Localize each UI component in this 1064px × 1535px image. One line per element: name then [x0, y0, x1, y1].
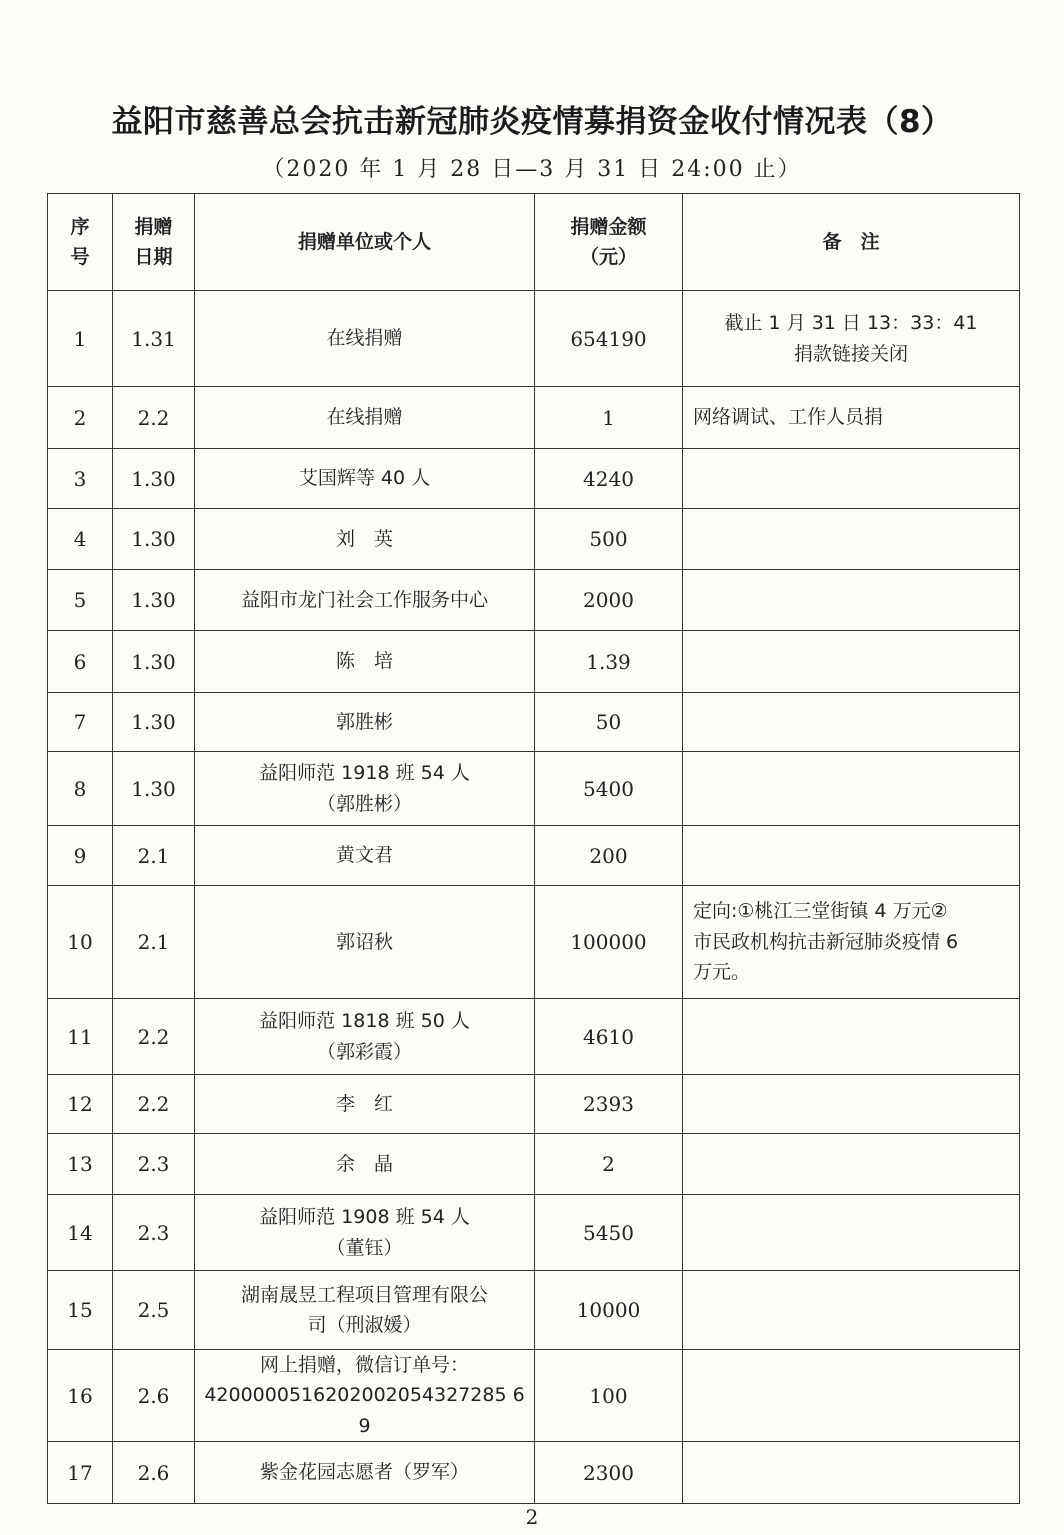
table-row: [48, 1195, 1020, 1271]
cell-donor: [195, 387, 535, 449]
cell-note: [683, 1350, 1020, 1442]
cell-seq: 5: [48, 570, 113, 631]
cell-date: 2.6: [113, 1350, 195, 1442]
cell-seq: 16: [48, 1350, 113, 1442]
cell-donor-line: 陈 培: [335, 650, 393, 673]
cell-donor-line: （董钰）: [326, 1236, 403, 1259]
cell-donor: [195, 886, 535, 999]
cell-donor-line: 艾国辉等 40 人: [298, 467, 431, 490]
cell-donor-line: 网上捐赠，微信订单号：: [259, 1354, 469, 1376]
cell-note-line: 捐款链接关闭: [793, 342, 908, 365]
cell-seq: 2: [48, 387, 113, 449]
cell-donor-line: 郭胜彬: [335, 710, 393, 733]
cell-date: 2.2: [113, 1075, 195, 1134]
cell-amount: 2000: [535, 570, 683, 631]
header-donor: 捐赠单位或个人: [195, 194, 535, 291]
cell-date: 2.6: [113, 1442, 195, 1504]
cell-donor: [195, 826, 535, 886]
cell-note: [683, 886, 1020, 999]
cell-seq: 11: [48, 999, 113, 1075]
header-amount-line1: 捐赠金额: [570, 215, 647, 238]
cell-donor-line: 益阳师范 1818 班 50 人: [259, 1010, 470, 1033]
table-header-row: [48, 194, 1020, 291]
cell-note: [683, 1075, 1020, 1134]
cell-donor: [195, 1195, 535, 1271]
cell-note-line: 截止 1 月 31 日 13：33：41: [724, 312, 978, 335]
cell-note: [683, 509, 1020, 570]
cell-seq: 17: [48, 1442, 113, 1504]
cell-amount: 4610: [535, 999, 683, 1075]
cell-donor-line: （郭胜彬）: [316, 792, 412, 815]
cell-date: 2.5: [113, 1271, 195, 1350]
cell-donor: [195, 999, 535, 1075]
table-row: [48, 291, 1020, 387]
table-row: [48, 631, 1020, 693]
cell-donor-line: 湖南晟昱工程项目管理有限公: [240, 1283, 488, 1306]
cell-donor: [195, 509, 535, 570]
table-body: [48, 291, 1020, 1504]
header-seq: [48, 194, 113, 291]
cell-date: 2.2: [113, 999, 195, 1075]
cell-donor: [195, 693, 535, 752]
cell-donor: [195, 291, 535, 387]
cell-donor: [195, 1271, 535, 1350]
cell-donor: [195, 752, 535, 826]
cell-amount: 10000: [535, 1271, 683, 1350]
cell-date: 2.1: [113, 886, 195, 999]
cell-donor: [195, 1075, 535, 1134]
header-amount-line2: （元）: [579, 246, 637, 268]
cell-date: 1.30: [113, 693, 195, 752]
table-row: [48, 999, 1020, 1075]
cell-donor-line: 4200000516202002054327285 69: [204, 1384, 525, 1437]
cell-note: [683, 826, 1020, 886]
cell-date: 1.30: [113, 509, 195, 570]
table-row: [48, 1271, 1020, 1350]
table-row: [48, 509, 1020, 570]
table-row: [48, 693, 1020, 752]
cell-donor: [195, 631, 535, 693]
cell-seq: 1: [48, 291, 113, 387]
cell-seq: 10: [48, 886, 113, 999]
cell-amount: 654190: [535, 291, 683, 387]
cell-note: [683, 449, 1020, 509]
header-date-line2: 日期: [134, 246, 173, 268]
table-row: [48, 886, 1020, 999]
cell-note: [683, 631, 1020, 693]
cell-date: 2.2: [113, 387, 195, 449]
header-seq-line2: 号: [70, 246, 90, 268]
cell-seq: 13: [48, 1134, 113, 1195]
cell-donor-line: 郭诏秋: [335, 930, 393, 953]
cell-amount: 1: [535, 387, 683, 449]
cell-amount: 5400: [535, 752, 683, 826]
cell-seq: 15: [48, 1271, 113, 1350]
table-row: [48, 1134, 1020, 1195]
cell-date: 2.3: [113, 1195, 195, 1271]
cell-seq: 12: [48, 1075, 113, 1134]
cell-donor: [195, 1134, 535, 1195]
cell-donor-line: 在线捐赠: [326, 327, 403, 350]
cell-donor-line: 李 红: [335, 1092, 393, 1115]
cell-note: [683, 693, 1020, 752]
cell-note-line: 定向:①桃江三堂街镇 4 万元②: [693, 900, 948, 923]
donation-table: [47, 193, 1020, 1504]
cell-amount: 2: [535, 1134, 683, 1195]
cell-note: [683, 387, 1020, 449]
cell-donor-line: 益阳市龙门社会工作服务中心: [240, 588, 488, 611]
page-subtitle: （2020 年 1 月 28 日—3 月 31 日 24:00 止）: [262, 157, 802, 182]
table-row: [48, 387, 1020, 449]
cell-donor-line: （郭彩霞）: [316, 1040, 412, 1063]
cell-date: 2.1: [113, 826, 195, 886]
cell-date: 2.3: [113, 1134, 195, 1195]
page-number: 2: [525, 1505, 539, 1529]
table-row: [48, 570, 1020, 631]
cell-date: 1.30: [113, 631, 195, 693]
cell-donor-line: 司（刑淑媛）: [307, 1314, 422, 1336]
table-row: [48, 1442, 1020, 1504]
table-row: [48, 752, 1020, 826]
cell-note: [683, 752, 1020, 826]
cell-amount: 2393: [535, 1075, 683, 1134]
cell-seq: 9: [48, 826, 113, 886]
cell-date: 1.30: [113, 752, 195, 826]
table-row: [48, 1075, 1020, 1134]
cell-amount: 2300: [535, 1442, 683, 1504]
cell-donor: [195, 1442, 535, 1504]
cell-note: [683, 570, 1020, 631]
table-row: [48, 1350, 1020, 1442]
cell-amount: 100: [535, 1350, 683, 1442]
header-date-line1: 捐赠: [134, 215, 173, 238]
cell-note-line: 万元。: [693, 961, 751, 984]
cell-note: [683, 1442, 1020, 1504]
cell-note: [683, 1134, 1020, 1195]
cell-seq: 4: [48, 509, 113, 570]
cell-amount: 500: [535, 509, 683, 570]
cell-date: 1.31: [113, 291, 195, 387]
cell-seq: 3: [48, 449, 113, 509]
cell-donor-line: 黄文君: [335, 844, 393, 867]
cell-note: [683, 1195, 1020, 1271]
cell-note: [683, 999, 1020, 1075]
cell-donor-line: 刘 英: [335, 527, 393, 550]
cell-amount: 100000: [535, 886, 683, 999]
cell-seq: 7: [48, 693, 113, 752]
cell-donor-line: 在线捐赠: [326, 406, 403, 429]
cell-donor: [195, 1350, 535, 1442]
header-note: 备 注: [683, 194, 1020, 291]
cell-note-line: 市民政机构抗击新冠肺炎疫情 6: [693, 930, 959, 953]
table-row: [48, 826, 1020, 886]
cell-seq: 6: [48, 631, 113, 693]
table-row: [48, 449, 1020, 509]
header-seq-line1: 序: [70, 215, 90, 238]
cell-donor-line: 益阳师范 1918 班 54 人: [259, 762, 470, 785]
cell-amount: 200: [535, 826, 683, 886]
cell-date: 1.30: [113, 449, 195, 509]
header-amount: [535, 194, 683, 291]
cell-donor-line: 紫金花园志愿者（罗军）: [259, 1461, 469, 1484]
cell-note: [683, 291, 1020, 387]
cell-seq: 8: [48, 752, 113, 826]
cell-amount: 1.39: [535, 631, 683, 693]
cell-date: 1.30: [113, 570, 195, 631]
cell-donor: [195, 570, 535, 631]
cell-donor-line: 余 晶: [335, 1152, 393, 1175]
cell-amount: 5450: [535, 1195, 683, 1271]
cell-amount: 4240: [535, 449, 683, 509]
cell-note: [683, 1271, 1020, 1350]
cell-amount: 50: [535, 693, 683, 752]
cell-donor: [195, 449, 535, 509]
header-date: [113, 194, 195, 291]
cell-note-line: 网络调试、工作人员捐: [693, 406, 884, 429]
cell-donor-line: 益阳师范 1908 班 54 人: [259, 1206, 470, 1229]
page-title: 益阳市慈善总会抗击新冠肺炎疫情募捐资金收付情况表（8）: [111, 104, 953, 140]
cell-seq: 14: [48, 1195, 113, 1271]
